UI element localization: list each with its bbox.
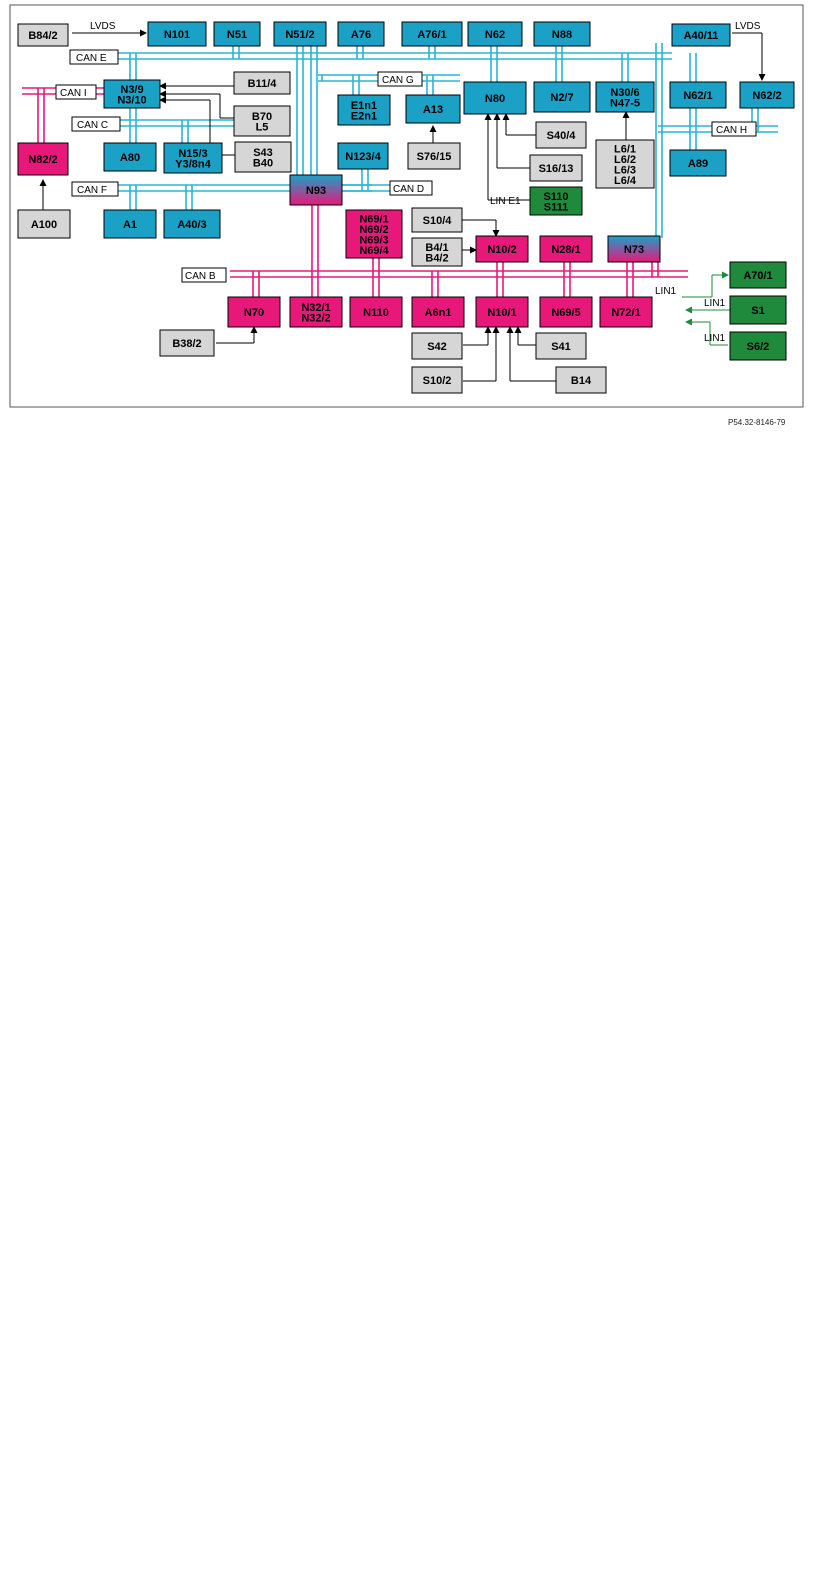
box-label-n88: N88 xyxy=(551,29,573,41)
label-can-i: CAN I xyxy=(60,88,87,99)
box-label-s6-2: S6/2 xyxy=(746,341,770,353)
box-label-n123-4: N123/4 xyxy=(345,151,381,163)
label-lvds-left: LVDS xyxy=(90,21,116,32)
label-can-f: CAN F xyxy=(77,185,107,196)
box-label-b4: B4/1 B4/2 xyxy=(425,241,449,265)
label-can-e: CAN E xyxy=(76,53,107,64)
label-lin1-b: LIN1 xyxy=(704,298,726,309)
box-label-a6n1: A6n1 xyxy=(424,307,452,319)
box-label-b84-2: B84/2 xyxy=(28,30,58,42)
label-lin1-c: LIN1 xyxy=(704,333,726,344)
box-label-n110: N110 xyxy=(363,307,389,319)
box-label-n3-9: N3/9 N3/10 xyxy=(117,83,147,107)
box-label-n15-3: N15/3 Y3/8n4 xyxy=(175,147,211,171)
box-label-n62: N62 xyxy=(484,29,506,41)
box-label-a70-1: A70/1 xyxy=(743,270,773,282)
box-label-s76-15: S76/15 xyxy=(416,151,452,163)
box-label-n30-6: N30/6 N47-5 xyxy=(610,86,640,110)
box-label-n73: N73 xyxy=(623,244,645,256)
label-lvds-right: LVDS xyxy=(735,21,761,32)
box-label-n80: N80 xyxy=(484,93,506,105)
box-label-n10-1: N10/1 xyxy=(487,307,517,319)
box-label-b11-4: B11/4 xyxy=(247,78,277,90)
box-label-n2-7: N2/7 xyxy=(550,92,574,104)
box-label-n82-2: N82/2 xyxy=(28,154,58,166)
box-label-e1n1: E1n1 E2n1 xyxy=(350,99,378,123)
box-label-s10-2: S10/2 xyxy=(422,375,452,387)
document-code: P54.32-8146-79 xyxy=(728,418,786,427)
box-label-s42: S42 xyxy=(427,341,447,353)
box-label-n101: N101 xyxy=(163,29,191,41)
box-label-b70: B70 L5 xyxy=(251,110,273,134)
box-label-a76-1: A76/1 xyxy=(417,29,447,41)
box-label-n69: N69/1 N69/2 N69/3 N69/4 xyxy=(359,213,389,257)
box-label-n32: N32/1 N32/2 xyxy=(301,301,331,325)
box-label-n69-5: N69/5 xyxy=(551,307,581,319)
box-label-n51: N51 xyxy=(226,29,248,41)
diagram-frame xyxy=(10,5,803,407)
box-label-a40-3: A40/3 xyxy=(177,219,207,231)
box-label-n62-1: N62/1 xyxy=(683,90,713,102)
label-can-g: CAN G xyxy=(382,75,414,86)
box-label-a40-11: A40/11 xyxy=(683,30,719,42)
box-label-a80: A80 xyxy=(119,152,141,164)
box-label-n93: N93 xyxy=(305,185,327,197)
box-label-n72-1: N72/1 xyxy=(611,307,641,319)
box-label-b14: B14 xyxy=(570,375,592,387)
box-label-n70: N70 xyxy=(243,307,265,319)
box-label-n28-1: N28/1 xyxy=(551,244,581,256)
box-label-s16-13: S16/13 xyxy=(538,163,574,175)
box-label-n10-2: N10/2 xyxy=(487,244,517,256)
box-label-s1: S1 xyxy=(751,305,765,317)
box-label-a76: A76 xyxy=(350,29,372,41)
box-label-b38-2: B38/2 xyxy=(172,338,202,350)
box-label-a1: A1 xyxy=(122,219,138,231)
box-label-a100: A100 xyxy=(30,219,58,231)
label-can-b: CAN B xyxy=(185,271,216,282)
label-lin-e1: LIN E1 xyxy=(490,196,521,207)
label-can-h: CAN H xyxy=(716,125,748,136)
label-can-c: CAN C xyxy=(77,120,109,131)
box-label-n51-2: N51/2 xyxy=(285,29,315,41)
box-label-s43: S43 B40 xyxy=(252,146,274,170)
box-label-a13: A13 xyxy=(422,104,444,116)
box-label-a89: A89 xyxy=(687,158,709,170)
box-label-n62-2: N62/2 xyxy=(752,90,782,102)
box-label-l6: L6/1 L6/2 L6/3 L6/4 xyxy=(613,143,637,187)
box-label-s10-4: S10/4 xyxy=(422,215,452,227)
label-lin1-a: LIN1 xyxy=(655,286,677,297)
network-diagram xyxy=(0,0,813,430)
box-label-s110: S110 S111 xyxy=(543,190,569,214)
box-label-s40-4: S40/4 xyxy=(546,130,576,142)
label-can-d: CAN D xyxy=(393,184,425,195)
box-label-s41: S41 xyxy=(551,341,571,353)
